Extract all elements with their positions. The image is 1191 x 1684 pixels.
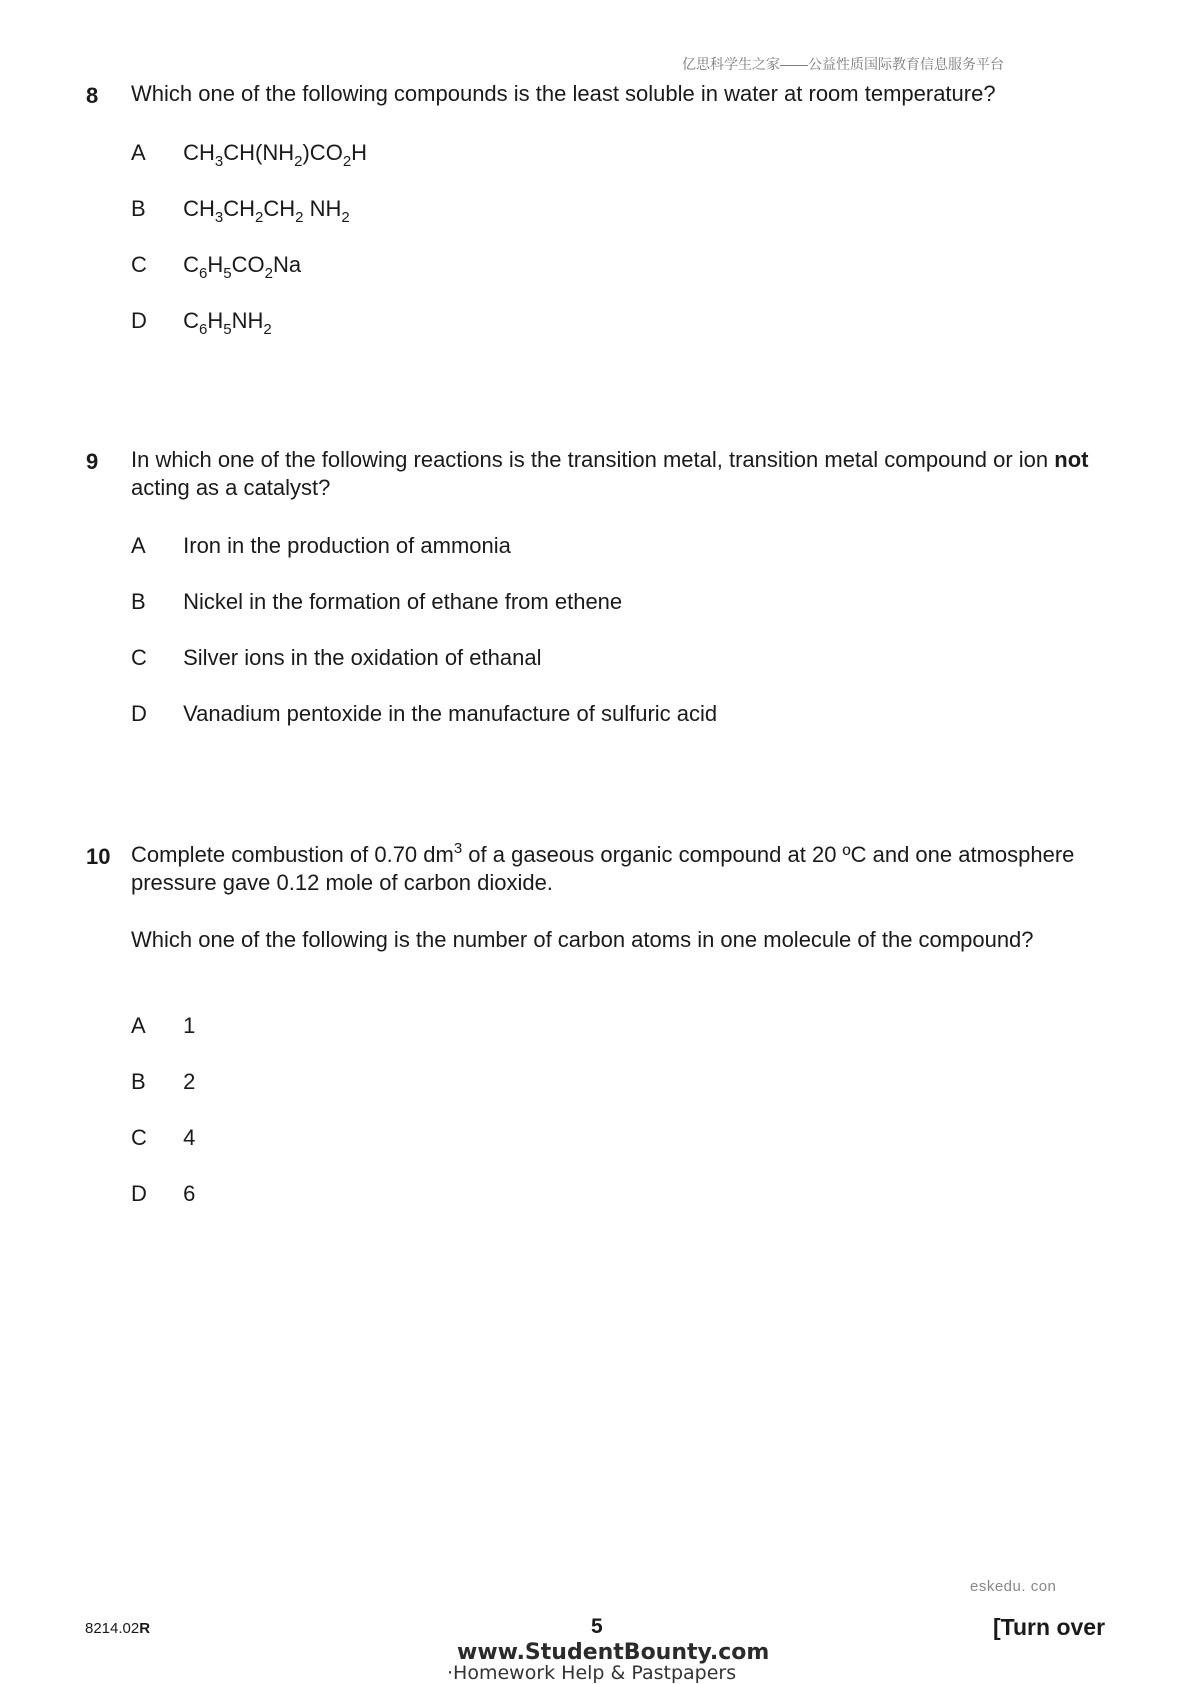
chemical-formula: $C_6H_5NH_2$	[183, 308, 272, 338]
option-letter: D	[131, 701, 147, 726]
page-number: 5	[591, 1615, 603, 1638]
question-text-part: of a gaseous organic compound at 20 ºC and one atmosphere pressure gave 0.12 mole of carbon dioxide.	[131, 842, 1075, 895]
option-text: Nickel in the formation of ethane from ethene	[183, 589, 623, 614]
option-text: Iron in the production of ammonia	[183, 533, 511, 558]
option-text: 2	[183, 1069, 196, 1094]
question-text-part: In which one of the following reactions is the transition metal, transition metal compound or ion	[131, 447, 1055, 472]
option-text: 6	[183, 1181, 196, 1206]
option-letter: C	[131, 252, 147, 277]
option-d	[131, 1181, 195, 1207]
question-number: 9	[86, 449, 99, 474]
option-d	[131, 701, 717, 727]
option-letter: C	[131, 1125, 147, 1150]
option-letter: D	[131, 308, 147, 333]
paper-code	[85, 1620, 150, 1637]
question-prompt: Which one of the following is the number of carbon atoms in one molecule of the compound?	[131, 927, 1034, 952]
header-watermark: 亿思科学生之家——公益性质国际教育信息服务平台	[682, 56, 1004, 72]
studentbounty-tagline: ·Homework Help & Pastpapers	[447, 1662, 737, 1684]
option-letter: D	[131, 1181, 147, 1206]
option-c	[131, 252, 302, 282]
option-letter: B	[131, 1069, 146, 1094]
option-text: Vanadium pentoxide in the manufacture of sulfuric acid	[183, 701, 718, 726]
option-letter: C	[131, 645, 147, 670]
option-a	[131, 140, 368, 170]
chemical-formula: $CH_3CH(NH_2)CO_2H$	[183, 140, 368, 170]
option-b	[131, 1069, 195, 1095]
option-text: Silver ions in the oxidation of ethanal	[183, 645, 542, 670]
question-text-part: Complete combustion of 0.70 dm	[131, 842, 454, 867]
question-text: Which one of the following compounds is the least soluble in water at room temperature?	[131, 81, 996, 106]
question-number: 10	[86, 844, 111, 869]
paper-code-number: 8214.02	[85, 1620, 140, 1637]
chemical-formula: $CH_3CH_2CH_2$ $NH_2$	[183, 196, 350, 226]
superscript: 3	[453, 840, 463, 857]
option-c	[131, 645, 541, 671]
question-number: 8	[86, 83, 99, 108]
option-letter: A	[131, 533, 146, 558]
option-c	[131, 1125, 195, 1151]
question-text	[131, 446, 1111, 502]
option-letter: A	[131, 1013, 146, 1038]
option-text: 4	[183, 1125, 196, 1150]
option-letter: B	[131, 196, 146, 221]
option-text: 1	[183, 1013, 196, 1038]
turn-over-label: [Turn over	[993, 1614, 1106, 1640]
option-letter: B	[131, 589, 146, 614]
option-letter: A	[131, 140, 146, 165]
chemical-formula: $C_6H_5CO_2Na$	[183, 252, 302, 282]
option-b	[131, 196, 350, 226]
paper-code-suffix: R	[139, 1620, 151, 1637]
option-d	[131, 308, 272, 338]
question-text	[131, 841, 1111, 897]
option-a	[131, 533, 511, 559]
question-text-part: acting as a catalyst?	[131, 475, 331, 500]
studentbounty-url: www.StudentBounty.com	[457, 1640, 770, 1665]
question-text-emphasis: not	[1054, 447, 1089, 472]
option-a	[131, 1013, 195, 1039]
eskedu-watermark: eskedu. con	[970, 1578, 1057, 1595]
option-b	[131, 589, 622, 615]
